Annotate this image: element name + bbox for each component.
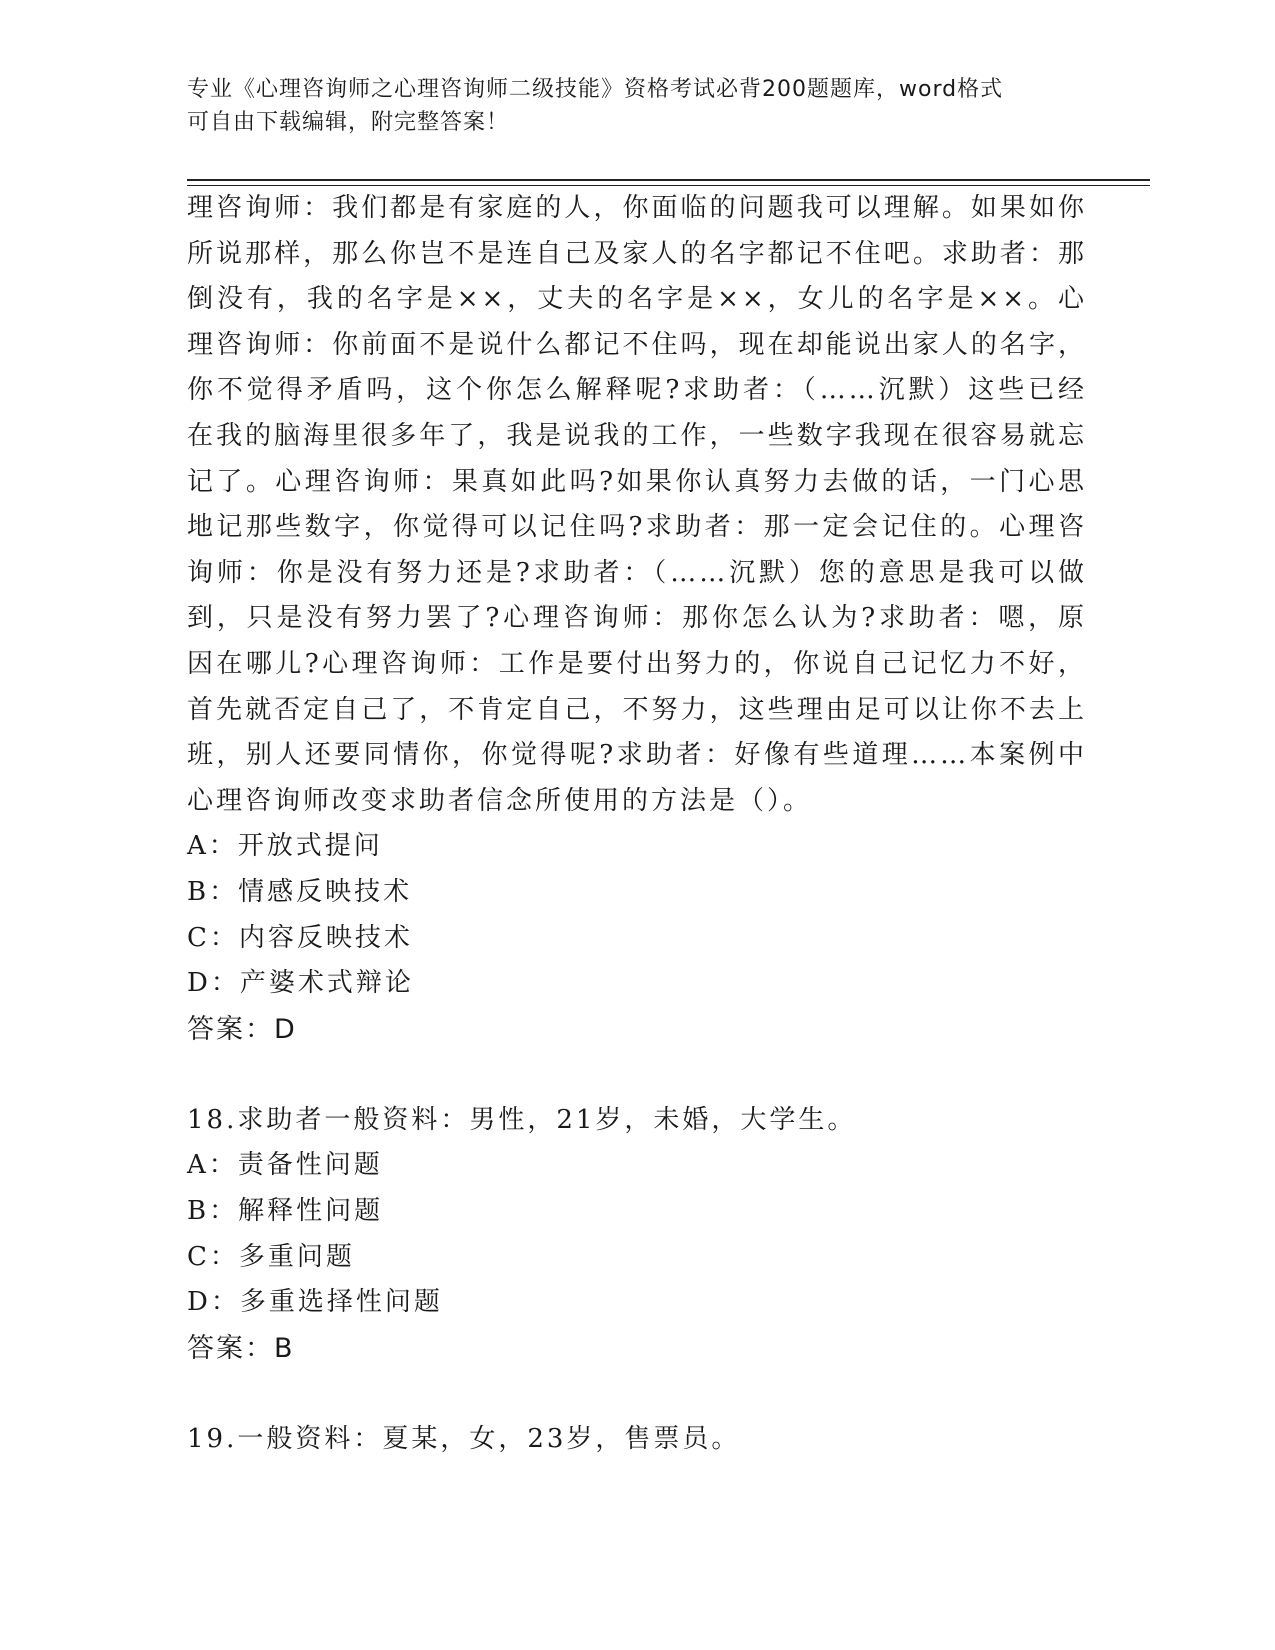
question-17-option-a: A：开放式提问 xyxy=(187,831,383,862)
header-divider-thick xyxy=(187,179,1150,181)
question-18-option-a: A：责备性问题 xyxy=(187,1150,383,1181)
spacer xyxy=(187,1371,1087,1417)
question-17-option-b: B：情感反映技术 xyxy=(187,876,413,907)
question-17-answer: 答案：D xyxy=(187,1013,297,1045)
page-header xyxy=(187,73,1087,139)
question-19-stem: 19.一般资料：夏某，女，23岁，售票员。 xyxy=(187,1424,741,1455)
spacer xyxy=(187,1052,1087,1098)
document-body xyxy=(187,186,1087,1463)
question-18-option-c: C：多重问题 xyxy=(187,1241,355,1272)
question-18-answer: 答案：B xyxy=(187,1332,295,1364)
header-title-line-2: 可自由下载编辑，附完整答案！ xyxy=(187,110,510,135)
question-18-option-b: B：解释性问题 xyxy=(187,1196,384,1227)
question-18-option-d: D：多重选择性问题 xyxy=(187,1287,443,1318)
header-title-line-1: 专业《心理咨询师之心理咨询师二级技能》资格考试必背200题题库，word格式 xyxy=(187,77,1004,102)
question-17-passage: 理咨询师：我们都是有家庭的人，你面临的问题我可以理解。如果如你所说那样，那么你岂不是连自己及家人的名字都记不住吧。求助者：那倒没有，我的名字是××，丈夫的名字是××，女儿的名字是××。心理咨询师：你前面不是说什么都记不住吗，现在却能说出家人的名字，你不觉得矛盾吗，这个你怎么解释呢?求助者：（……沉默）这些已经在我的脑海里很多年了，我是说我的工作，一些数字我现在很容易就忘记了。心理咨询师：果真如此吗?如果你认真努力去做的话，一门心思地记那些数字，你觉得可以记住吗?求助者：那一定会记住的。心理咨询师：你是没有努力还是?求助者：（……沉默）您的意思是我可以做到，只是没有努力罢了?心理咨询师：那你怎么认为?求助者：嗯，原因在哪儿?心理咨询师：工作是要付出努力的，你说自己记忆力不好，首先就否定自己了，不肯定自己，不努力，这些理由足可以让你不去上班，别人还要同情你，你觉得呢?求助者：好像有些道理……本案例中心理咨询师改变求助者信念所使用的方法是（）。 xyxy=(187,193,1087,816)
question-18-stem: 18.求助者一般资料：男性，21岁，未婚，大学生。 xyxy=(187,1104,857,1135)
question-17-option-c: C：内容反映技术 xyxy=(187,922,413,953)
question-17-option-d: D：产婆术式辩论 xyxy=(187,968,414,999)
